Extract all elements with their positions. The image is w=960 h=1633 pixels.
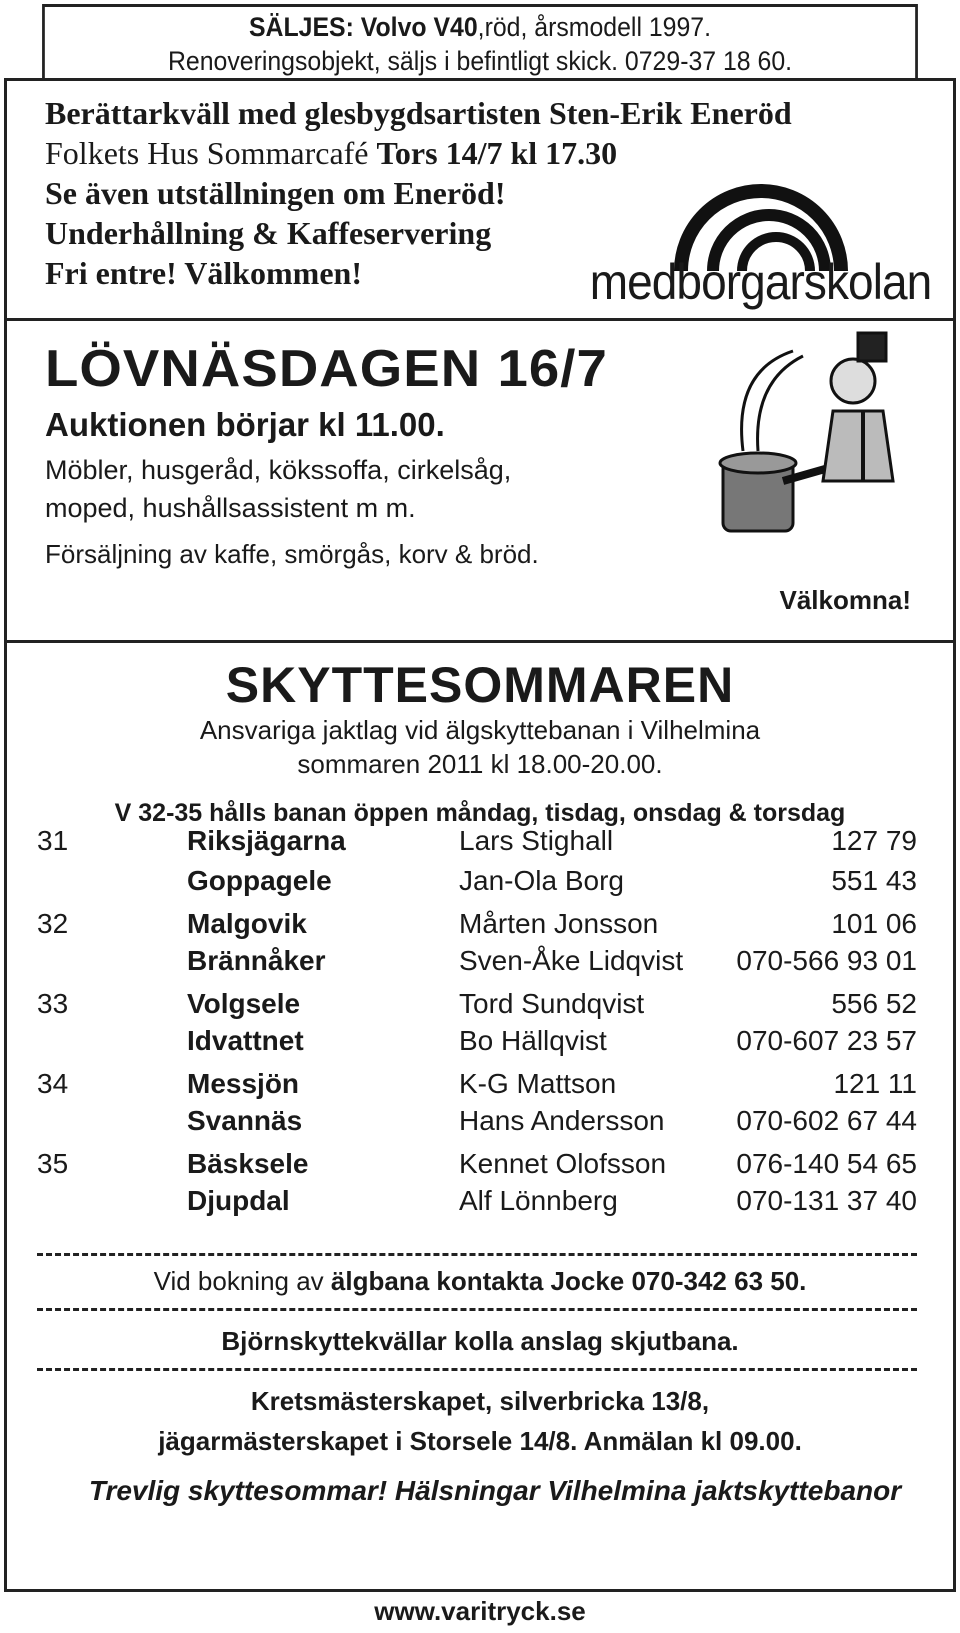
cell-club: Djupdal bbox=[187, 1185, 290, 1216]
story-line3: Se även utställningen om Eneröd! bbox=[45, 175, 506, 211]
table-row bbox=[37, 1141, 917, 1181]
cell-name: K-G Mattson bbox=[459, 1067, 617, 1099]
cell-name: Lars Stighall bbox=[459, 825, 614, 856]
cell-club: Svannäs bbox=[187, 1105, 303, 1136]
cell-name: Kennet Olofsson bbox=[459, 1147, 667, 1179]
story-line5: Fri entre! Välkommen! bbox=[45, 255, 362, 291]
auction-time: Auktionen börjar kl 11.00. bbox=[45, 406, 445, 443]
cell-name: Mårten Jonsson bbox=[459, 907, 659, 939]
cell-week: 31 bbox=[37, 825, 69, 856]
table-row bbox=[37, 1021, 917, 1061]
cell-phone: 101 06 bbox=[831, 907, 917, 939]
story-when: Tors 14/7 kl 17.30 bbox=[376, 135, 618, 171]
cell-week: 33 bbox=[37, 987, 69, 1019]
lovnasdagen-ad bbox=[4, 318, 956, 643]
cell-name: Hans Andersson bbox=[459, 1105, 665, 1136]
cell-name: Sven-Åke Lidqvist bbox=[459, 945, 684, 976]
opening-days: V 32-35 hålls banan öppen måndag, tisdag, onsdag & torsdag bbox=[114, 799, 846, 827]
cell-week: 35 bbox=[37, 1147, 69, 1179]
cell-week: 32 bbox=[37, 907, 69, 939]
printer-url[interactable]: www.varitryck.se bbox=[374, 1596, 586, 1626]
cell-club: Volgsele bbox=[187, 987, 301, 1019]
table-row bbox=[37, 1061, 917, 1101]
cell-phone: 070-131 37 40 bbox=[736, 1185, 917, 1216]
cell-name: Alf Lönnberg bbox=[459, 1185, 618, 1216]
sale-line2: Renoveringsobjekt, säljs i befintligt skick. 0729-37 18 60. bbox=[167, 46, 793, 76]
cell-week bbox=[37, 861, 187, 901]
cell-name: Bo Hällqvist bbox=[459, 1025, 607, 1056]
car-sale-ad bbox=[42, 4, 918, 81]
cell-club: Idvattnet bbox=[187, 1025, 304, 1056]
table-row bbox=[37, 981, 917, 1021]
story-line4: Underhållning & Kaffeservering bbox=[45, 215, 492, 251]
table-row bbox=[37, 1101, 917, 1141]
items-line1: Möbler, husgeråd, kökssoffa, cirkelsåg, bbox=[45, 455, 512, 485]
storytelling-ad bbox=[4, 78, 956, 321]
cell-name: Jan-Ola Borg bbox=[459, 865, 624, 896]
food-sale: Försäljning av kaffe, smörgås, korv & bröd. bbox=[45, 539, 539, 569]
greeting: Trevlig skyttesommar! Hälsningar Vilhelmina jaktskyttebanor bbox=[88, 1475, 902, 1506]
bear-evenings: Björnskyttekvällar kolla anslag skjutbana. bbox=[221, 1326, 739, 1356]
cell-club: Messjön bbox=[187, 1067, 300, 1099]
table-row bbox=[37, 1181, 917, 1221]
skytte-sub2: sommaren 2011 kl 18.00-20.00. bbox=[297, 749, 663, 779]
booking-contact: älgbana kontakta Jocke 070-342 63 50. bbox=[330, 1266, 807, 1296]
cell-club: Bäsksele bbox=[187, 1147, 309, 1179]
cell-club: Malgovik bbox=[187, 907, 307, 939]
table-row bbox=[37, 901, 917, 941]
cell-phone: 070-602 67 44 bbox=[736, 1105, 917, 1136]
items-line2: moped, hushållsassistent m m. bbox=[45, 493, 416, 523]
auctioneer-mascot-icon bbox=[713, 331, 913, 541]
cell-week bbox=[37, 1181, 187, 1221]
table-row bbox=[37, 941, 917, 981]
divider bbox=[37, 1308, 917, 1311]
cell-phone: 556 52 bbox=[831, 987, 917, 1019]
cell-phone: 070-607 23 57 bbox=[736, 1025, 917, 1056]
cell-club: Goppagele bbox=[187, 865, 332, 896]
krets-line2: jägarmästerskapet i Storsele 14/8. Anmälan kl 09.00. bbox=[158, 1426, 802, 1456]
cell-week: 34 bbox=[37, 1067, 69, 1099]
schedule-table bbox=[37, 821, 917, 1221]
cell-club: Brännåker bbox=[187, 945, 326, 976]
booking-pre: Vid bokning av bbox=[153, 1266, 331, 1296]
divider bbox=[37, 1368, 917, 1371]
cell-phone: 076-140 54 65 bbox=[736, 1147, 917, 1179]
cell-week bbox=[37, 941, 187, 981]
table-row bbox=[37, 861, 917, 901]
krets-line1: Kretsmästerskapet, silverbricka 13/8, bbox=[250, 1386, 710, 1416]
cell-club: Riksjägarna bbox=[187, 825, 346, 856]
sale-heading: SÄLJES: Volvo V40 bbox=[248, 12, 478, 42]
welcome-text: Välkomna! bbox=[779, 585, 911, 615]
skytte-title: SKYTTESOMMAREN bbox=[225, 657, 735, 713]
cell-week bbox=[37, 1101, 187, 1141]
story-venue: Folkets Hus Sommarcafé bbox=[45, 135, 377, 171]
cell-phone: 127 79 bbox=[831, 825, 917, 856]
divider bbox=[37, 1253, 917, 1256]
cell-week bbox=[37, 1021, 187, 1061]
story-title: Berättarkväll med glesbygdsartisten Sten-Erik Eneröd bbox=[45, 95, 792, 131]
cell-phone: 551 43 bbox=[831, 865, 917, 896]
sale-details: ,röd, årsmodell 1997. bbox=[477, 12, 712, 42]
table-row bbox=[37, 821, 917, 861]
skyttesommaren-ad bbox=[4, 640, 956, 1592]
cell-name: Tord Sundqvist bbox=[459, 987, 645, 1019]
medborgarskolan-logo: medborgarskolan bbox=[531, 191, 931, 311]
skytte-sub1: Ansvariga jaktlag vid älgskyttebanan i Vilhelmina bbox=[199, 715, 761, 745]
lovnas-title: LÖVNÄSDAGEN 16/7 bbox=[45, 340, 608, 398]
cell-phone: 121 11 bbox=[833, 1067, 917, 1099]
cell-phone: 070-566 93 01 bbox=[736, 945, 917, 976]
